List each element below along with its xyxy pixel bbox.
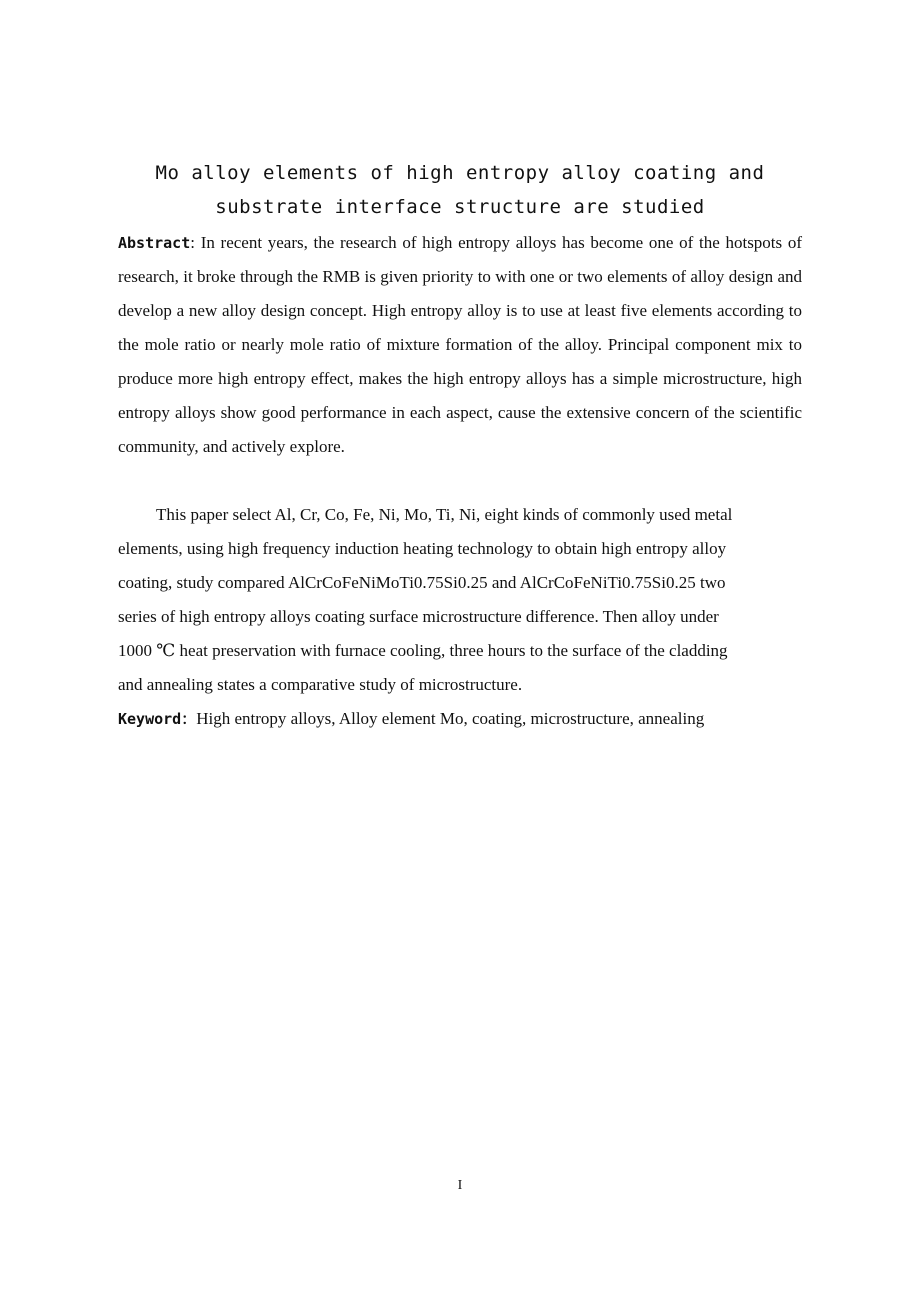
paragraph-line: elements, using high frequency induction heating technology to obtain high entropy alloy — [118, 539, 727, 558]
abstract-label: Abstract — [118, 234, 191, 252]
abstract-paragraph — [118, 226, 802, 464]
paragraph-line: series of high entropy alloys coating surface microstructure difference. Then alloy under — [118, 607, 719, 626]
paragraph-line: and annealing states a comparative study of microstructure. — [118, 675, 523, 694]
paragraph-line: This paper select Al, Cr, Co, Fe, Ni, Mo, Ti, Ni, eight kinds of commonly used metal — [156, 505, 733, 524]
page-number: I — [457, 1178, 463, 1193]
abstract-text: In recent years, the research of high entropy alloys has become one of the hotspots of research, it broke through the RMB is given priority to with one or two elements of alloy design and develop a new alloy design concept. High entropy alloy is to use at least five elements according to the mole ratio or nearly mole ratio of mixture formation of the alloy. Principal component mix to produce more high entropy effect, makes the high entropy alloys has a simple microstructure, high entropy alloys show good performance in each aspect, cause the extensive concern of the scientific community, and actively explore. — [118, 233, 803, 456]
paragraph-line: 1000 ℃ heat preservation with furnace cooling, three hours to the surface of the cladding — [118, 641, 728, 660]
paper-title — [118, 156, 802, 224]
keyword-text: High entropy alloys, Alloy element Mo, coating, microstructure, annealing — [196, 709, 705, 728]
abstract-paragraph-2 — [118, 498, 802, 702]
title-line-2: substrate interface structure are studied — [215, 196, 705, 218]
keyword-label: Keyword： — [118, 710, 197, 728]
title-line-1: Mo alloy elements of high entropy alloy coating and — [155, 162, 765, 184]
keyword-line — [118, 702, 802, 736]
abstract-separator: : — [190, 233, 195, 252]
paragraph-line: coating, study compared AlCrCoFeNiMoTi0.75Si0.25 and AlCrCoFeNiTi0.75Si0.25 two — [118, 573, 726, 592]
